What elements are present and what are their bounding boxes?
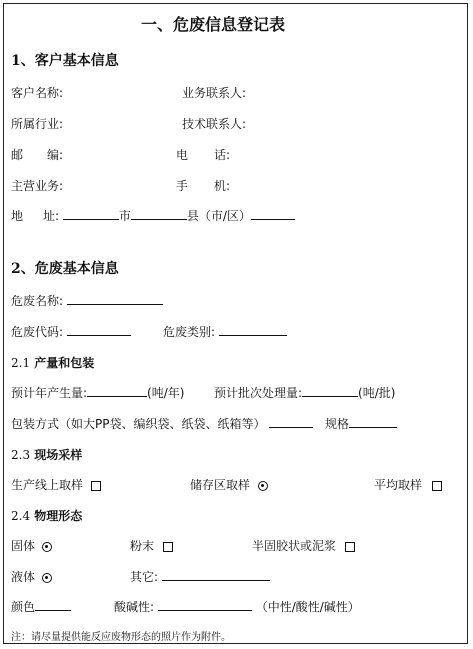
- waste-code-row: [11, 323, 131, 340]
- section-physical-form-number: 2.4: [11, 509, 31, 523]
- sampling-option-average[interactable]: [374, 476, 442, 493]
- checkbox-icon[interactable]: [432, 481, 442, 491]
- phone-label-part2: 话:: [214, 148, 231, 162]
- address-city-label: 市: [118, 209, 131, 223]
- section-output-title: 产量和包装: [34, 356, 95, 370]
- customer-name-label: 客户名称:: [11, 86, 64, 100]
- batch-amount-field[interactable]: [302, 384, 358, 397]
- sampling-option-storage-area[interactable]: [190, 476, 268, 493]
- sampling-option-production-line[interactable]: [11, 476, 101, 493]
- mobile-label: [176, 177, 230, 194]
- waste-category-field[interactable]: [219, 323, 287, 336]
- waste-name-label: 危废名称:: [11, 294, 64, 308]
- address-row: [11, 207, 295, 224]
- sampling-average-label: 平均取样: [374, 478, 423, 492]
- annual-output-row: [11, 384, 184, 401]
- postcode-label-part1: 邮: [11, 148, 24, 162]
- sampling-production-line-label: 生产线上取样: [11, 478, 84, 492]
- address-street-field[interactable]: [63, 207, 119, 220]
- waste-registration-form: [3, 3, 468, 644]
- sampling-storage-area-label: 储存区取样: [190, 478, 251, 492]
- spec-field[interactable]: [349, 415, 397, 428]
- waste-code-field[interactable]: [67, 323, 131, 336]
- annual-output-field[interactable]: [87, 384, 147, 397]
- waste-name-field[interactable]: [67, 292, 163, 305]
- acidity-field[interactable]: [158, 598, 252, 611]
- checkbox-icon[interactable]: [163, 542, 173, 552]
- section-customer-heading: 1、客户基本信息: [11, 53, 119, 69]
- footnote: 注：请尽量提供能反应废物形态的照片作为附件。: [11, 632, 231, 643]
- industry-label: 所属行业:: [11, 117, 64, 131]
- acidity-row: [114, 598, 360, 615]
- postcode-label-part2: 编:: [47, 148, 64, 162]
- form-option-solid[interactable]: [11, 537, 52, 554]
- annual-output-unit: (吨/年): [147, 386, 185, 400]
- address-label-part2: 址:: [43, 209, 60, 223]
- address-label-part1: 地: [11, 209, 24, 223]
- form-option-semisolid[interactable]: [252, 537, 355, 554]
- phone-label: [176, 146, 230, 163]
- form-title: 一、危废信息登记表: [141, 15, 286, 34]
- section-output-number: 2.1: [11, 356, 31, 370]
- section-sampling-heading: [11, 446, 82, 463]
- other-form-label: 其它:: [130, 570, 159, 584]
- waste-name-row: [11, 292, 163, 309]
- color-field[interactable]: [35, 598, 71, 611]
- batch-amount-unit: (吨/批): [358, 386, 396, 400]
- section-physical-form-heading: [11, 507, 82, 524]
- section-physical-form-title: 物理形态: [34, 509, 83, 523]
- radio-selected-icon[interactable]: [42, 573, 52, 583]
- mobile-label-part2: 机:: [214, 179, 231, 193]
- section-sampling-title: 现场采样: [34, 448, 83, 462]
- checkbox-icon[interactable]: [91, 481, 101, 491]
- tech-contact-label: 技术联系人:: [182, 117, 247, 131]
- color-row: [11, 598, 71, 615]
- form-semisolid-label: 半固胶状或泥浆: [252, 539, 337, 553]
- color-label: 颜色: [11, 600, 36, 614]
- postcode-label: [11, 146, 63, 163]
- annual-output-label: 预计年产生量:: [11, 386, 88, 400]
- waste-category-label: 危废类别:: [163, 325, 216, 339]
- packaging-row: [11, 415, 397, 432]
- form-option-powder[interactable]: [130, 537, 173, 554]
- acidity-label: 酸碱性:: [114, 600, 155, 614]
- other-form-row: [130, 568, 270, 585]
- packaging-label: 包装方式（如大PP袋、编织袋、纸袋、纸箱等）: [11, 417, 266, 431]
- form-powder-label: 粉末: [130, 539, 155, 553]
- main-business-label: 主营业务:: [11, 179, 64, 193]
- business-contact-label: 业务联系人:: [182, 86, 247, 100]
- section-output-heading: [11, 354, 94, 371]
- waste-code-label: 危废代码:: [11, 325, 64, 339]
- section-waste-heading: 2、危废基本信息: [11, 261, 119, 277]
- checkbox-icon[interactable]: [345, 542, 355, 552]
- radio-selected-icon[interactable]: [258, 481, 268, 491]
- address-county-field[interactable]: [251, 207, 295, 220]
- mobile-label-part1: 手: [176, 179, 189, 193]
- radio-selected-icon[interactable]: [42, 542, 52, 552]
- section-sampling-number: 2.3: [11, 448, 31, 462]
- batch-amount-label: 预计批次处理量:: [214, 386, 303, 400]
- waste-category-row: [163, 323, 287, 340]
- other-form-field[interactable]: [162, 568, 270, 581]
- address-county-label: 县（市/区）: [186, 209, 251, 223]
- address-city-field[interactable]: [131, 207, 187, 220]
- batch-amount-row: [214, 384, 395, 401]
- phone-label-part1: 电: [176, 148, 189, 162]
- spec-label: 规格: [324, 417, 349, 431]
- acidity-hint: （中性/酸性/碱性）: [255, 600, 360, 614]
- form-solid-label: 固体: [11, 539, 36, 553]
- packaging-field[interactable]: [269, 415, 313, 428]
- form-option-liquid[interactable]: [11, 568, 52, 585]
- form-liquid-label: 液体: [11, 570, 36, 584]
